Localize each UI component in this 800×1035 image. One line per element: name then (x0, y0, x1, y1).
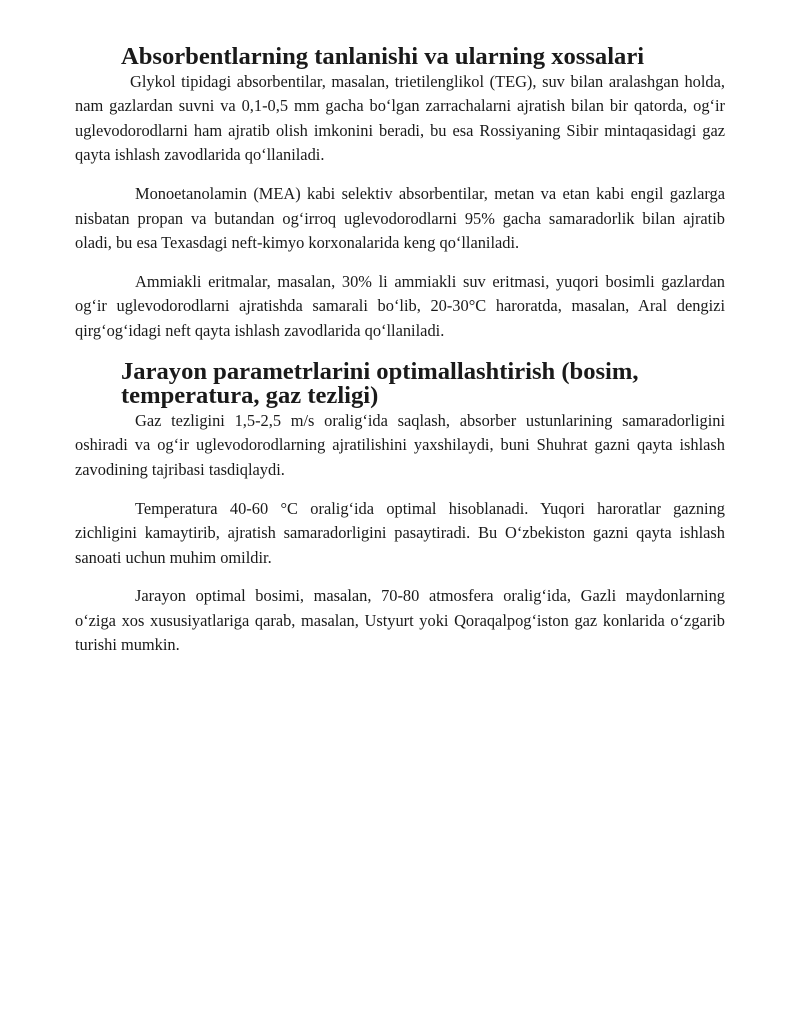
document-body (75, 45, 725, 658)
section-heading: Jarayon parametrlarini optimallashtirish (bosim, temperatura, gaz tezligi) (121, 357, 639, 410)
paragraph: Gaz tezligini 1,5-2,5 m/s oralig‘ida saqlash, absorber ustunlarining samaradorligini oshiradi va og‘ir uglevodorodlarning ajratilishini yaxshilaydi, buni Shuhrat gazni qayta ishlash zavodining tajribasi tasdiqlaydi. (75, 410, 725, 479)
paragraph: Jarayon optimal bosimi, masalan, 70-80 atmosfera oralig‘ida, Gazli maydonlarning o‘ziga xos xususiyatlariga qarab, masalan, Ustyurt yoki Qoraqalpog‘iston gaz konlarida o‘zgarib turishi mumkin. (75, 586, 725, 655)
paragraph: Glykol tipidagi absorbentilar, masalan, trietilenglikol (TEG), suv bilan aralashgan holda, nam gazlardan suvni va 0,1-0,5 mm gacha bo‘lgan zarrachalarni ajratish bilan bir qatorda, og‘ir uglevodorodlarni ham ajratib olish imkonini beradi, bu esa Rossiyaning Sibir mintaqasidagi gaz qayta ishlash zavodlarida qo‘llaniladi. (75, 71, 725, 165)
paragraph: Temperatura 40-60 °C oralig‘ida optimal hisoblanadi. Yuqori haroratlar gazning zichligini kamaytirib, ajratish samaradorligini pasaytiradi. Bu O‘zbekiston gazni qayta ishlash sanoati uchun muhim omildir. (75, 498, 725, 567)
paragraph: Ammiakli eritmalar, masalan, 30% li ammiakli suv eritmasi, yuqori bosimli gazlardan og‘ir uglevodorodlarni ajratishda samarali bo‘lib, 20-30°C haroratda, masalan, Aral dengizi qirg‘og‘idagi neft qayta ishlash zavodlarida qo‘llaniladi. (75, 271, 725, 340)
paragraph: Monoetanolamin (MEA) kabi selektiv absorbentilar, metan va etan kabi engil gazlarga nisbatan propan va butandan og‘irroq uglevodorodlarni 95% gacha samaradorlik bilan ajratib oladi, bu esa Texasdagi neft-kimyo korxonalarida keng qo‘llaniladi. (75, 183, 725, 253)
section-heading: Absorbentlarning tanlanishi va ularning xossalari (121, 43, 645, 70)
